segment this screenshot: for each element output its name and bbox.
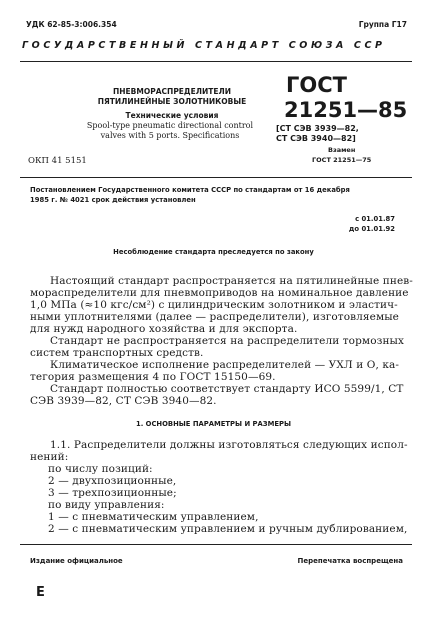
udk-code: УДК 62-85-3:006.354: [26, 20, 117, 29]
top-divider: [20, 61, 412, 62]
section-heading: 1. ОСНОВНЫЕ ПАРАМЕТРЫ И РАЗМЕРЫ: [135, 420, 291, 428]
section-line: 1.1. Распределители должны изготовляться следующих испол-: [50, 439, 408, 451]
body-line: Настоящий стандарт распространяется на пятилинейные пнев-: [50, 275, 413, 287]
replace-label: Взамен: [328, 146, 356, 154]
valid-to-date: до 01.01.92: [348, 225, 395, 233]
body-line: Климатическое исполнение распределителей — УХЛ и О, ка-: [50, 359, 400, 371]
section-line: 3 — трехпозиционные;: [48, 487, 177, 499]
valid-from-date: с 01.01.87: [355, 215, 395, 223]
section-line: нений:: [30, 451, 69, 463]
body-line: СЭВ 3939—82, СТ СЭВ 3940—82.: [30, 395, 217, 407]
decree-line-1: Постановлением Государственного комитета СССР по стандартам от 16 декабря: [30, 186, 350, 194]
section-line: 2 — с пневматическим управлением и ручным дублированием,: [48, 523, 408, 535]
sev-reference-1: [СТ СЭВ 3939—82,: [276, 124, 359, 133]
title-line-1: ПНЕВМОРАСПРЕДЕЛИТЕЛИ: [113, 87, 231, 96]
standard-banner: ГОСУДАРСТВЕННЫЙ СТАНДАРТ СОЮЗА ССР: [22, 40, 386, 51]
body-line: 1,0 МПа (≈10 кгс/см²) с цилиндрическим золотником и эластич-: [30, 299, 398, 311]
section-line: 1 — с пневматическим управлением,: [48, 511, 259, 523]
english-title-2: valves with 5 ports. Specifications: [100, 131, 240, 140]
body-line: для нужд народного хозяйства и для экспорта.: [30, 323, 298, 335]
group-code: Группа Г17: [358, 20, 407, 29]
bottom-divider: [20, 544, 412, 545]
body-line: Стандарт полностью соответствует стандарту ИСО 5599/1, СТ: [50, 383, 404, 395]
body-line: мораспределители для пневмоприводов на номинальное давление: [30, 287, 409, 299]
body-line: тегория размещения 4 по ГОСТ 15150—69.: [30, 371, 276, 383]
section-line: 2 — двухпозиционные,: [48, 475, 177, 487]
okp-code: ОКП 41 5151: [28, 156, 87, 166]
section-line: по числу позиций:: [48, 463, 153, 475]
english-title-1: Spool-type pneumatic directional control: [86, 121, 254, 130]
body-line: Стандарт не распространяется на распределители тормозных: [50, 335, 405, 347]
edition-letter: Е: [36, 585, 45, 600]
reprint-note: Перепечатка воспрещена: [297, 557, 403, 565]
gost-label: ГОСТ: [286, 73, 347, 97]
gost-number: 21251—85: [284, 98, 408, 122]
edition-note: Издание официальное: [30, 557, 123, 565]
prosecution-notice: Несоблюдение стандарта преследуется по закону: [113, 248, 314, 256]
replace-value: ГОСТ 21251—75: [312, 156, 372, 164]
decree-line-2: 1985 г. № 4021 срок действия установлен: [30, 196, 196, 204]
middle-divider: [20, 177, 412, 178]
title-subtitle: Технические условия: [125, 111, 219, 120]
title-line-2: ПЯТИЛИНЕЙНЫЕ ЗОЛОТНИКОВЫЕ: [97, 97, 247, 106]
body-line: систем транспортных средств.: [30, 347, 204, 359]
section-line: по виду управления:: [48, 499, 165, 511]
sev-reference-2: СТ СЭВ 3940—82]: [276, 134, 356, 143]
body-line: ными уплотнителями (далее — распределители), изготовляемые: [30, 311, 399, 323]
